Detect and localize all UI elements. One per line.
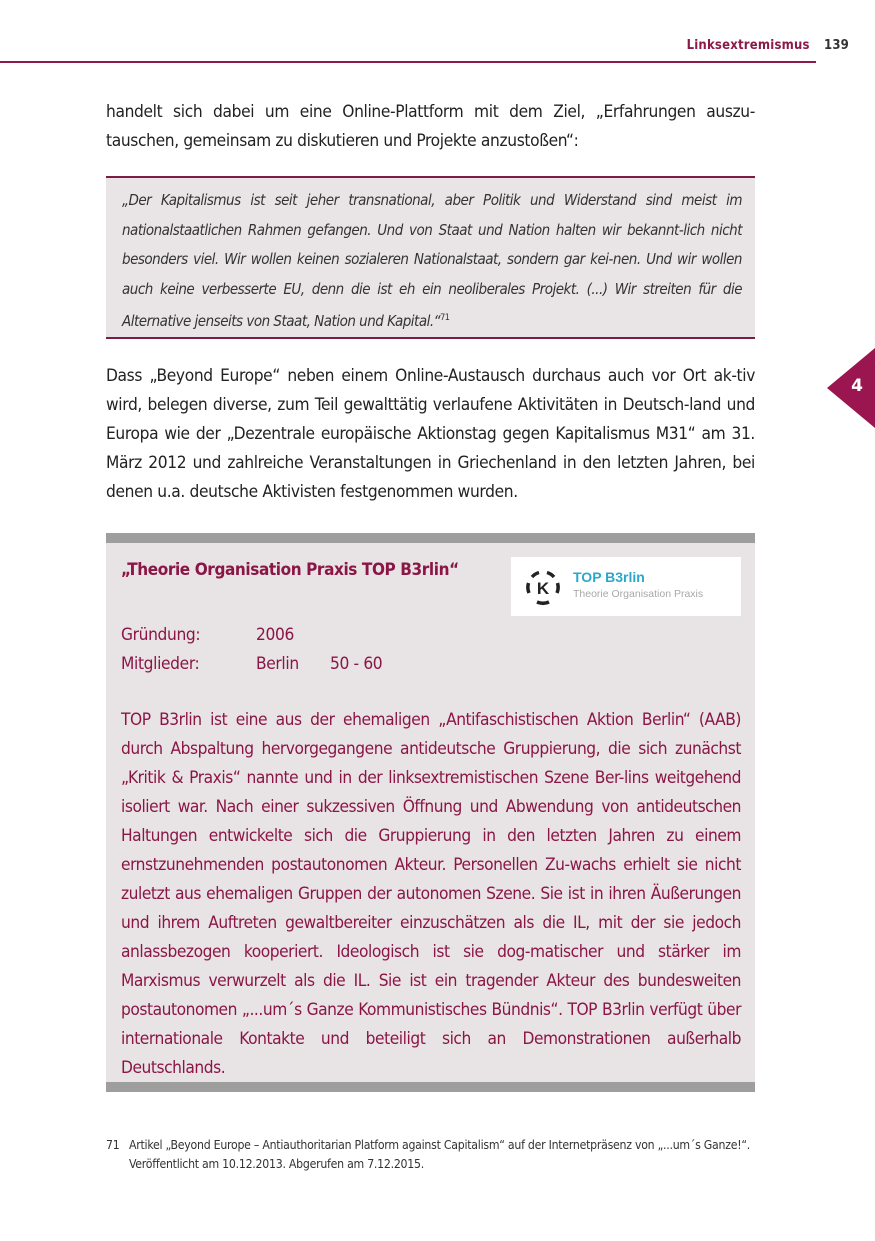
organization-infobox	[106, 533, 755, 1092]
organization-logo	[511, 557, 741, 616]
footnote-ref[interactable]: 71	[440, 313, 450, 323]
logo-subtitle: Theorie Organisation Praxis	[573, 588, 704, 600]
chapter-number: 4	[851, 376, 863, 396]
quote-content: „Der Kapitalismus ist seit jeher transnational, aber Politik und Widerstand sind meist im nationalstaatlichen Rahmen gefangen. Und von Staat und Nation halten wir bekannt-lich nicht besonders viel. Wir wollen keinen sozialeren Nationalstaat, sondern gar kei-nen. Und wir wollen auch keine verbesserte EU, denn die ist eh ein neoliberales Projekt. (...) Wir streiten für die Alternative jenseits von Staat, Nation und Kapital.“	[122, 191, 742, 330]
header-rule	[0, 61, 816, 63]
fact-extra: 50 - 60	[330, 654, 383, 674]
k-circle-logo-icon	[523, 567, 563, 607]
quote-block	[106, 176, 755, 339]
footnote-text: Artikel „Beyond Europe – Antiauthoritarian Platform against Capitalism“ auf der Internetpräsenz von „...um´s Ganze!“. Veröffentlicht am 10.12.2013. Abgerufen am 7.12.2015.	[129, 1138, 751, 1171]
running-header	[687, 38, 849, 53]
fact-value: Berlin	[256, 654, 299, 674]
page-number: 139	[823, 38, 849, 53]
body-paragraph-1: handelt sich dabei um eine Online-Plattform mit dem Ziel, „Erfahrungen auszu-tauschen, gemeinsam zu diskutieren und Projekte anzustoßen“:	[106, 102, 755, 151]
fact-label: Mitglieder:	[121, 654, 200, 674]
quote-text	[122, 186, 742, 337]
fact-label: Gründung:	[121, 625, 201, 645]
body-paragraph-2: Dass „Beyond Europe“ neben einem Online-Austausch durchaus auch vor Ort ak-tiv wird, belegen diverse, zum Teil gewalttätig verlaufene Aktivitäten in Deutsch-land und Europa wie der „Dezentrale europäische Aktionstag gegen Kapitalismus M31“ am 31. März 2012 und zahlreiche Veranstaltungen in Griechenland in den letzten Jahren, bei denen u.a. deutsche Aktivisten festgenommen wurden.	[106, 366, 755, 502]
fact-value: 2006	[256, 625, 294, 645]
infobox-title: „Theorie Organisation Praxis TOP B3rlin“	[121, 560, 459, 580]
footnote	[106, 1136, 756, 1174]
infobox-description: TOP B3rlin ist eine aus der ehemaligen „Antifaschistischen Aktion Berlin“ (AAB) durch Abspaltung hervorgegangene antideutsche Gruppierung, die sich zunächst „Kritik & Praxis“ nannte und in der linksextremistischen Szene Ber-lins weitgehend isoliert war. Nach einer sukzessiven Öffnung und Abwendung von antideutschen Haltungen entwickelte sich die Gruppierung in den letzten Jahren zu einem ernstzunehmenden postautonomen Akteur. Personellen Zu-wachs erhielt sie nicht zuletzt aus ehemaligen Gruppen der autonomen Szene. Sie ist in ihren Äußerungen und ihrem Auftreten gewaltbereiter einzuschätzen als die IL, mit der sie jedoch anlassbezogen kooperiert. Ideologisch ist sie dog-matischer und stärker im Marxismus verwurzelt als die IL. Sie ist ein tragender Akteur des bundesweiten postautonomen „...um´s Ganze Kommunistisches Bündnis“. TOP B3rlin verfügt über internationale Kontakte und beteiligt sich an Demonstrationen außerhalb Deutschlands.	[121, 710, 741, 1078]
logo-name: TOP B3rlin	[573, 569, 645, 585]
svg-text:K: K	[536, 579, 550, 598]
section-title: Linksextremismus	[686, 38, 810, 53]
footnote-number: 71	[106, 1138, 120, 1152]
